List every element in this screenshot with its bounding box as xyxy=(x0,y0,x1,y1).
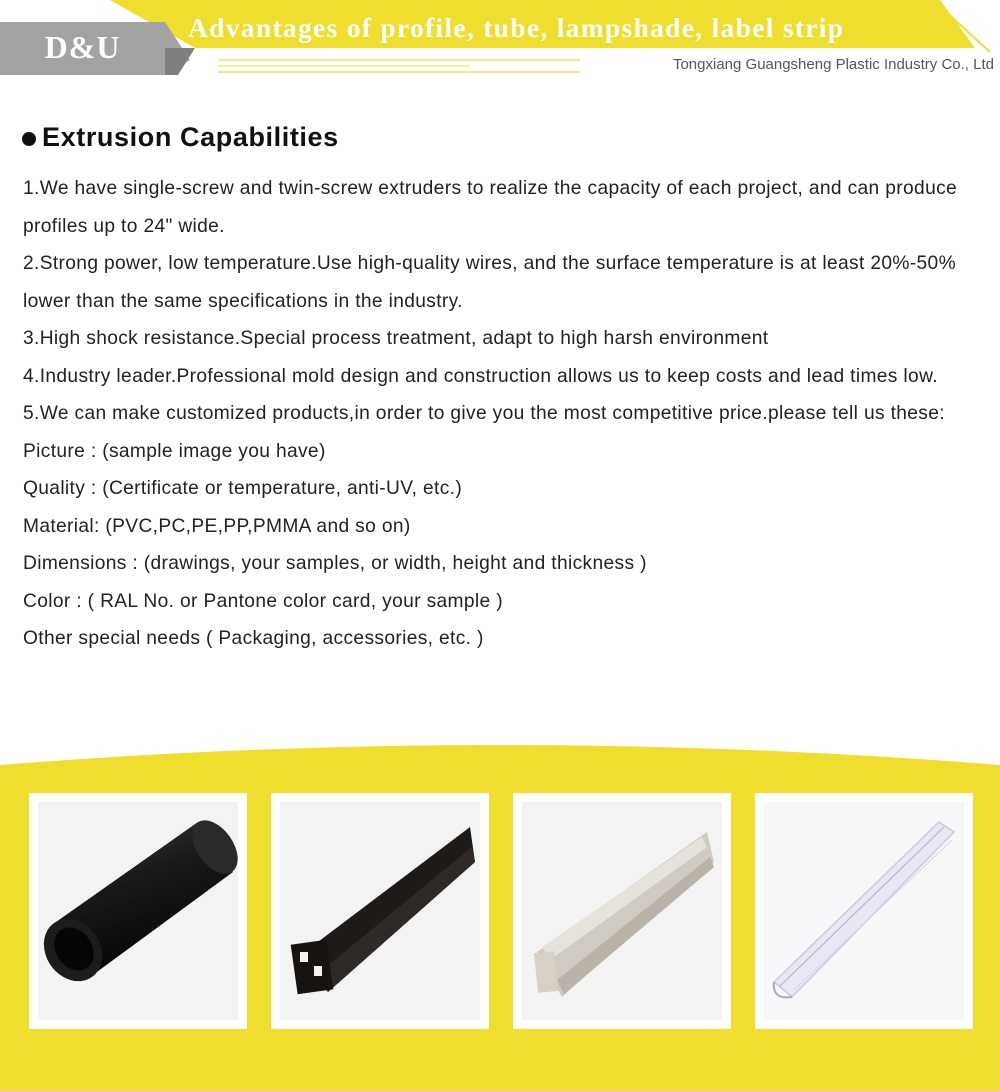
product-card[interactable] xyxy=(271,793,489,1029)
section-title: Extrusion Capabilities xyxy=(42,122,339,152)
paragraph: Color : ( RAL No. or Pantone color card, your sample ) xyxy=(23,590,503,612)
black-profile-icon xyxy=(280,802,480,1020)
paragraph: Dimensions : (drawings, your samples, or width, height and thickness ) xyxy=(23,553,647,574)
clear-label-strip-icon xyxy=(764,802,964,1020)
paragraph: 2.Strong power, low temperature.Use high-quality wires, and the surface temperature is at least 20%-50% lower than the same specifications in the industry. xyxy=(23,253,956,312)
company-name: Tongxiang Guangsheng Plastic Industry Co., Ltd xyxy=(672,56,994,73)
bullet-icon xyxy=(22,132,36,146)
paragraph: 1.We have single-screw and twin-screw extruders to realize the capacity of each project, and can produce profiles up to 24" wide. xyxy=(23,178,958,237)
paragraph: 3.High shock resistance.Special process treatment, adapt to high harsh environment xyxy=(23,328,769,349)
logo-block-shadow xyxy=(165,48,195,75)
paragraph: 5.We can make customized products,in order to give you the most competitive price.please tell us these: xyxy=(23,403,945,424)
paragraph: Picture : (sample image you have) xyxy=(23,440,326,462)
paragraph: Quality : (Certificate or temperature, anti-UV, etc.) xyxy=(23,478,463,499)
paragraph: Material: (PVC,PC,PE,PP,PMMA and so on) xyxy=(23,515,411,537)
gray-profile-icon xyxy=(522,802,722,1020)
product-card[interactable] xyxy=(755,793,973,1029)
product-gallery xyxy=(0,735,1000,1091)
header-banner xyxy=(0,0,1000,100)
product-card[interactable] xyxy=(513,793,731,1029)
banner-title: Advantages of profile, tube, lampshade, label strip xyxy=(188,12,845,43)
logo: D&U xyxy=(44,28,121,65)
black-tube-icon xyxy=(38,802,238,1020)
section-heading xyxy=(22,122,339,153)
paragraph: 4.Industry leader.Professional mold design and construction allows us to keep costs and lead times low. xyxy=(23,365,938,387)
paragraph: Other special needs ( Packaging, accessories, etc. ) xyxy=(23,628,484,649)
product-card[interactable] xyxy=(29,793,247,1029)
capabilities-text xyxy=(23,170,973,658)
